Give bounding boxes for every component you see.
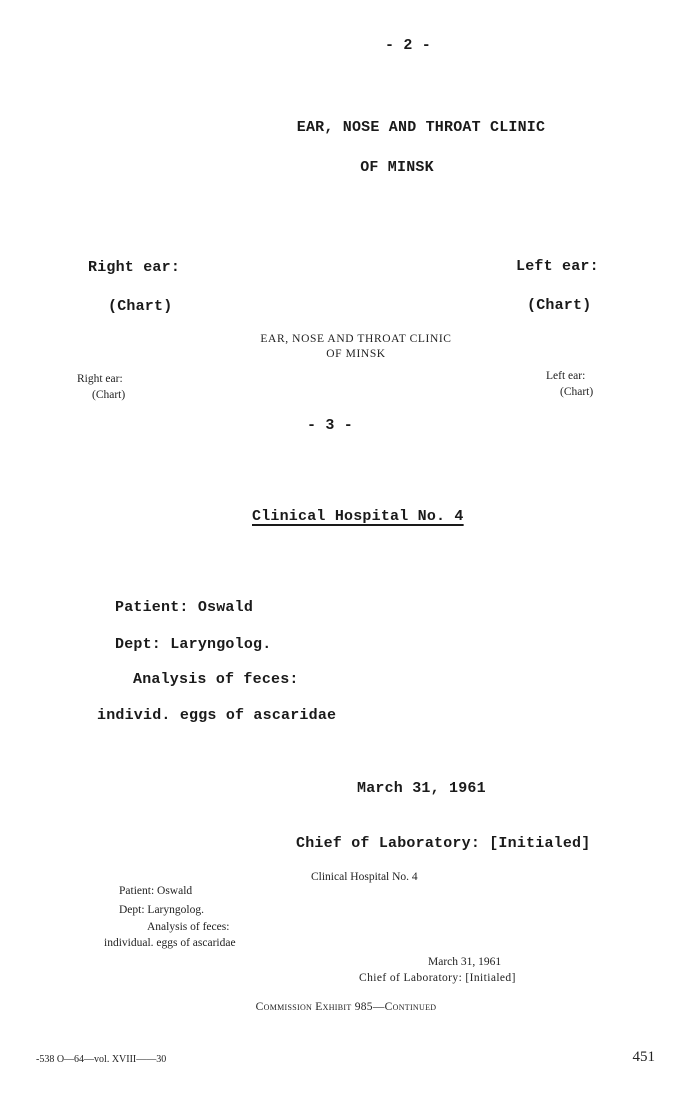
page-number-3: - 3 - xyxy=(306,417,354,434)
left-ear-label: Left ear: xyxy=(516,258,599,275)
page-number-footer: 451 xyxy=(632,1049,655,1065)
print-code: -538 O—64—vol. XVIII——30 xyxy=(36,1054,167,1065)
print-analysis: Analysis of feces: xyxy=(147,921,230,933)
right-ear-chart: (Chart) xyxy=(108,298,173,315)
dept-line: Dept: Laryngolog. xyxy=(115,636,272,653)
analysis-line: Analysis of feces: xyxy=(133,671,299,688)
print-date: March 31, 1961 xyxy=(428,956,502,968)
print-right-ear-label: Right ear: xyxy=(77,373,123,385)
date-line: March 31, 1961 xyxy=(357,780,486,797)
print-hospital: Clinical Hospital No. 4 xyxy=(311,871,418,883)
result-line: individ. eggs of ascaridae xyxy=(97,707,337,724)
clinic-heading-line1: EAR, NOSE AND THROAT CLINIC xyxy=(296,119,546,136)
right-ear-label: Right ear: xyxy=(88,259,181,276)
patient-line: Patient: Oswald xyxy=(115,599,254,616)
clinic-heading-line2: OF MINSK xyxy=(360,159,434,176)
left-ear-chart: (Chart) xyxy=(527,297,592,314)
print-right-ear-chart: (Chart) xyxy=(92,389,126,401)
hospital-heading: Clinical Hospital No. 4 xyxy=(252,508,464,525)
print-patient: Patient: Oswald xyxy=(119,885,193,897)
print-chief: Chief of Laboratory: [Initialed] xyxy=(359,972,516,984)
chief-line: Chief of Laboratory: [Initialed] xyxy=(296,835,591,852)
print-left-ear-chart: (Chart) xyxy=(560,386,594,398)
exhibit-caption: Commission Exhibit 985—Continued xyxy=(255,1001,437,1013)
print-clinic-line2: OF MINSK xyxy=(326,348,386,360)
print-dept: Dept: Laryngolog. xyxy=(119,904,204,916)
print-clinic-line1: EAR, NOSE AND THROAT CLINIC xyxy=(260,333,452,345)
print-left-ear-label: Left ear: xyxy=(546,370,586,382)
page-number-2: - 2 - xyxy=(384,37,432,54)
print-result: individual. eggs of ascaridae xyxy=(104,937,236,949)
